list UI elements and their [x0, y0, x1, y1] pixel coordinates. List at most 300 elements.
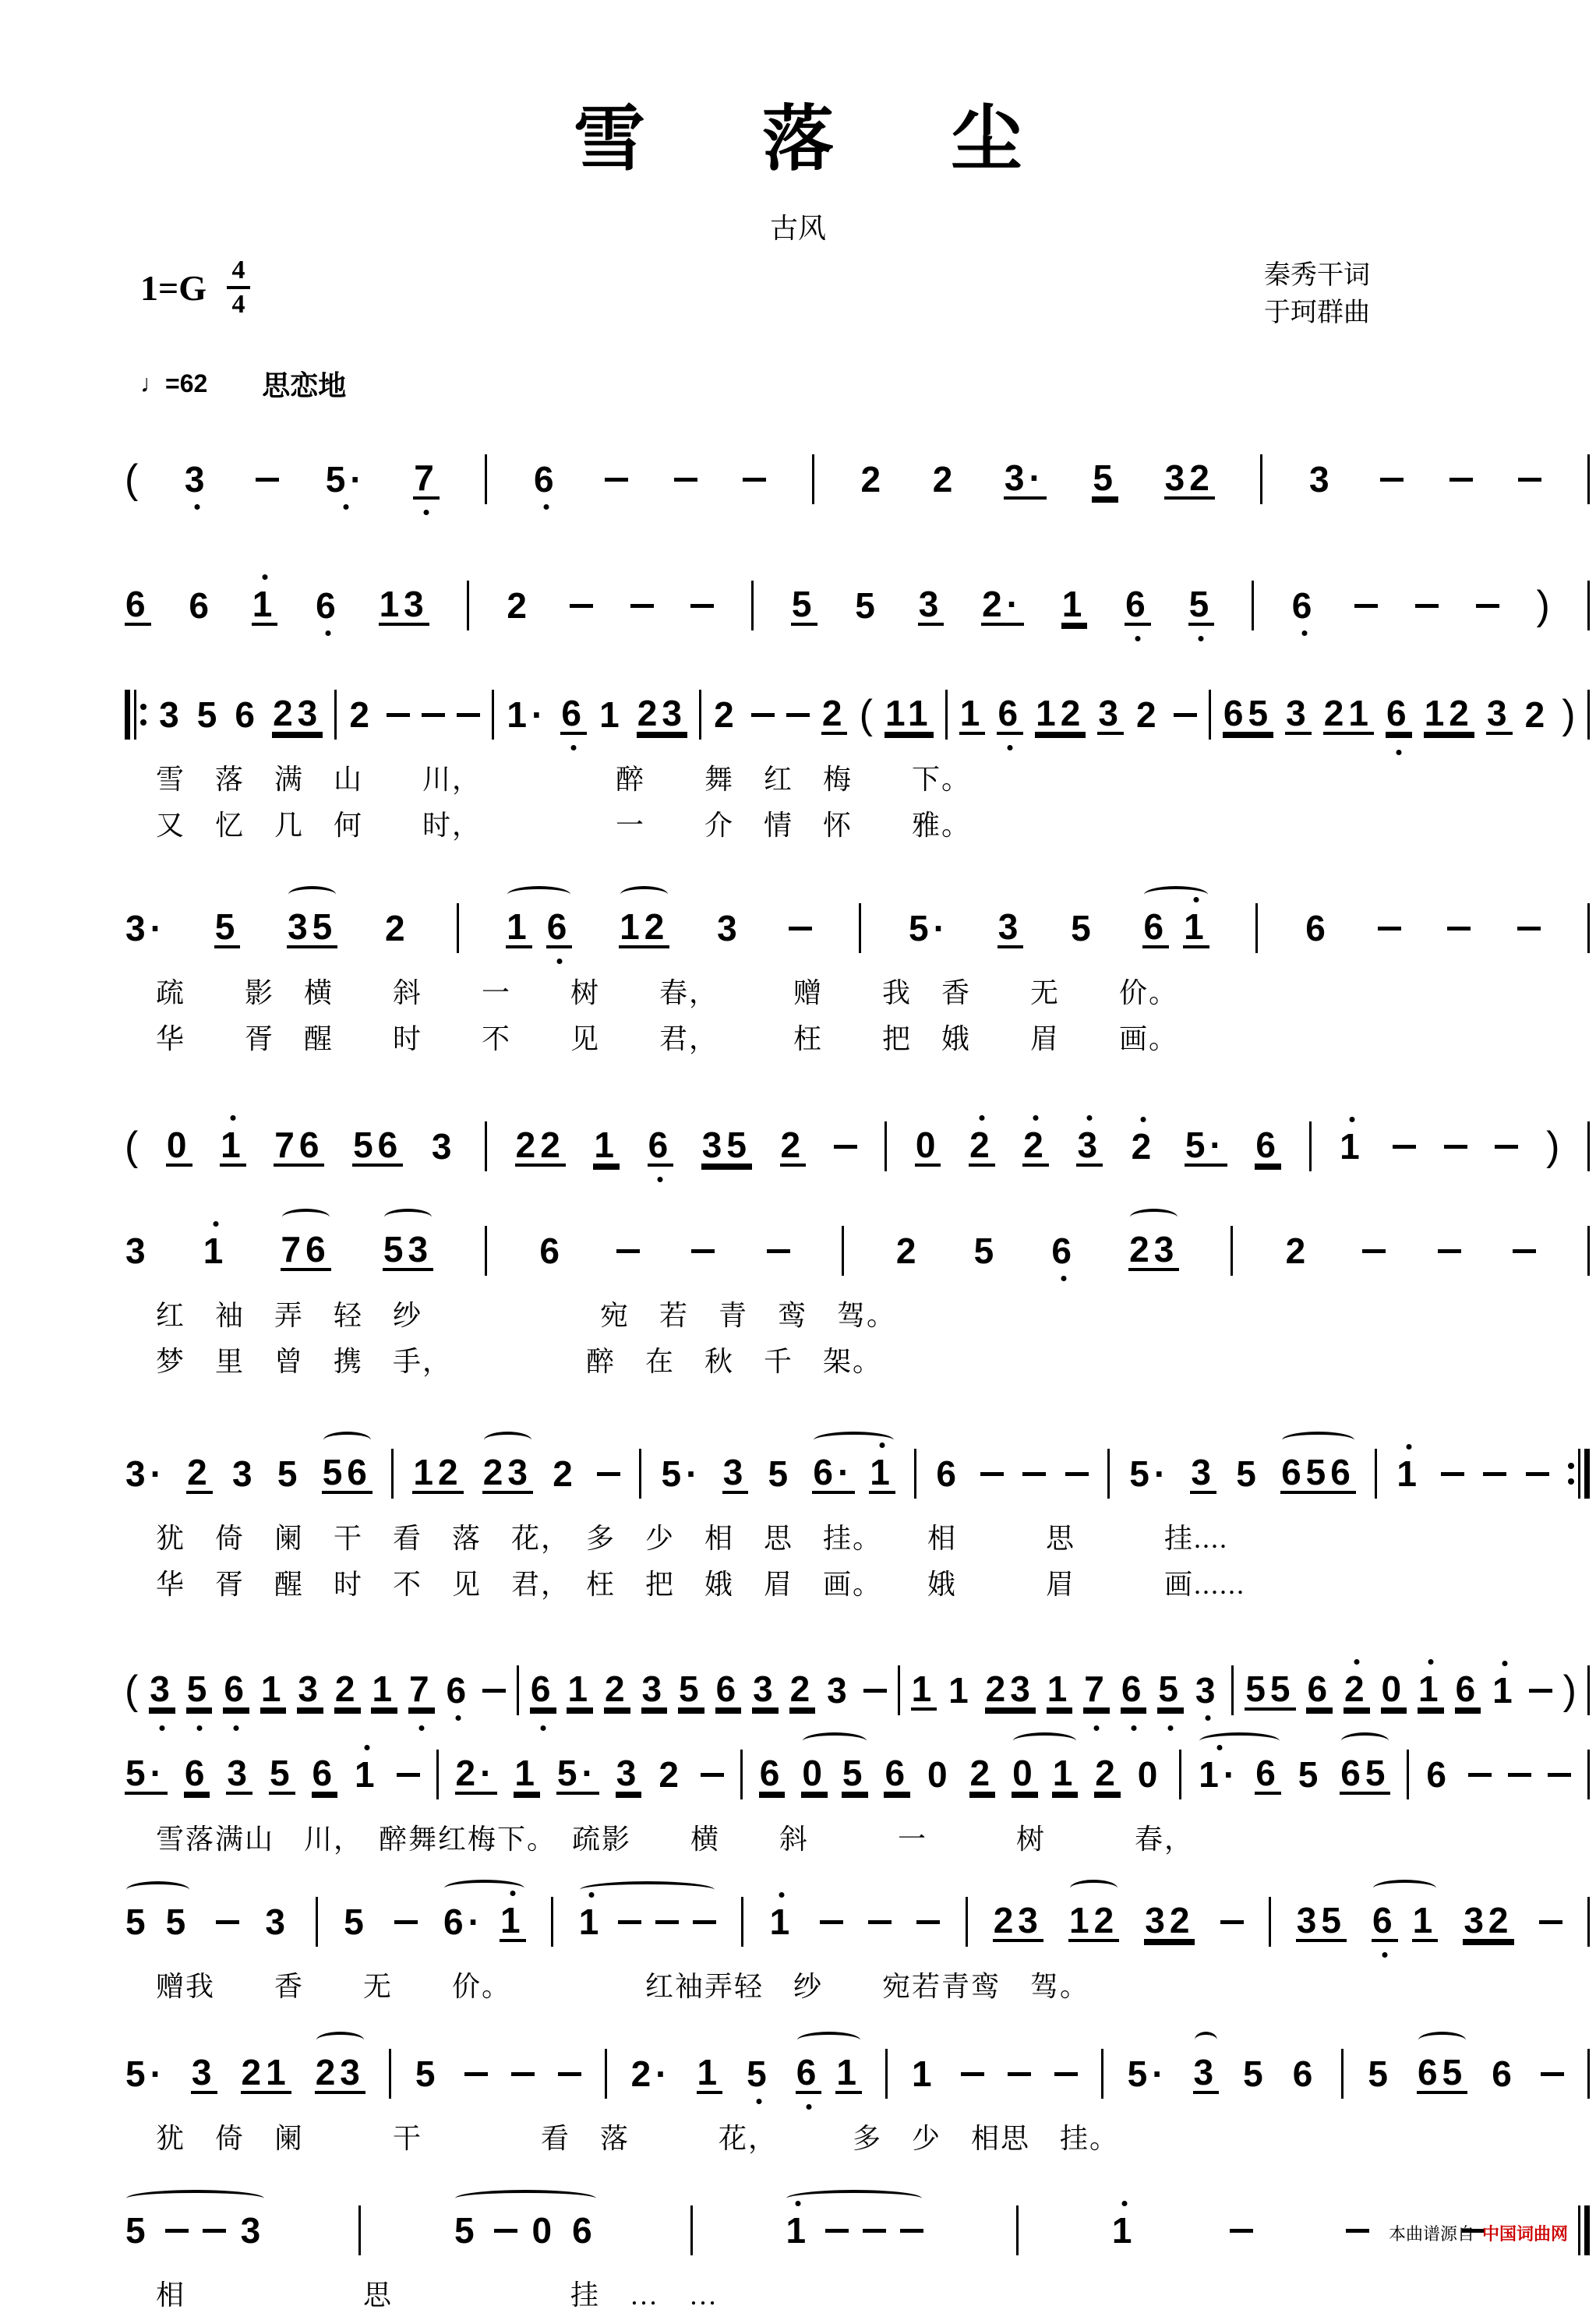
- duration-dash: [1065, 1472, 1089, 1476]
- note-token: 6: [1426, 1754, 1451, 1796]
- duration-dash: [1380, 478, 1404, 482]
- time-signature: [227, 257, 250, 318]
- octave-dot-above: [262, 574, 267, 580]
- note-token: 6: [759, 1754, 786, 1795]
- music-line-8: [125, 1661, 1590, 1719]
- note-token: 5·: [125, 1754, 168, 1795]
- octave-dot-above: [230, 1115, 235, 1121]
- lyricist-credit: 秦秀干词: [1264, 261, 1370, 290]
- duration-dash: [256, 478, 279, 482]
- octave-dot-above: [1407, 1444, 1412, 1450]
- note-token: 5: [1236, 1453, 1261, 1495]
- duration-dash: [751, 713, 775, 717]
- duration-dash: [1444, 1145, 1467, 1149]
- note-token: 3: [1285, 694, 1312, 735]
- note-token: 6: [1255, 1754, 1281, 1795]
- note-token: 12: [412, 1453, 463, 1494]
- barline: [485, 454, 487, 504]
- barline: [898, 1665, 900, 1715]
- note-token: 1: [599, 694, 624, 736]
- note-token: 6: [315, 587, 341, 624]
- note-token: 6: [546, 908, 573, 948]
- note-token: 1: [1492, 1672, 1518, 1709]
- parenthesis: (: [125, 1124, 139, 1170]
- duration-dash: [605, 478, 628, 482]
- note-token: 1: [869, 1453, 895, 1494]
- duration-dash: [1449, 478, 1473, 482]
- slur-group: [1417, 2053, 1467, 2094]
- note-token: 0: [1137, 1754, 1163, 1796]
- duration-dash: [422, 713, 445, 717]
- duration-dash: [863, 1689, 887, 1693]
- octave-dot-below: [234, 1725, 239, 1731]
- music-line-1: [125, 450, 1590, 508]
- slur-group: [801, 1754, 867, 1795]
- duration-dash: [691, 1249, 715, 1253]
- duration-dash: [961, 2072, 984, 2076]
- barline: [436, 1750, 439, 1799]
- note-token: 3: [616, 1754, 642, 1795]
- note-token: 1: [1412, 1902, 1439, 1942]
- barline: [358, 2205, 361, 2255]
- slur-group: [619, 908, 669, 948]
- duration-dash: [820, 1920, 843, 1924]
- note-token: 5: [344, 1902, 369, 1943]
- lyrics-row: 相 思 挂 … …: [156, 2279, 719, 2311]
- note-token: 21: [1323, 694, 1374, 735]
- note-token: 2·: [981, 585, 1024, 626]
- music-line-2: [125, 577, 1590, 634]
- barline: [551, 1897, 553, 1947]
- slur-group: [506, 908, 572, 948]
- music-line-10: [125, 1893, 1590, 2004]
- note-token: 1: [911, 1670, 937, 1711]
- note-token: 1: [1396, 1455, 1422, 1492]
- lyrics-row: 犹 倚 阑 干 看 落 花， 多 少 相 思 挂。 相 思 挂....: [156, 1523, 1229, 1555]
- slur-group: [812, 1453, 895, 1494]
- note-token: 3: [1193, 2053, 1220, 2094]
- note-token: 7: [1083, 1670, 1110, 1711]
- octave-dot-below: [1131, 1725, 1136, 1731]
- note-token: 6: [1455, 1670, 1481, 1711]
- barline: [1269, 1897, 1271, 1947]
- octave-dot-above: [1428, 1659, 1433, 1665]
- note-token: 5: [165, 1902, 191, 1943]
- repeat-dots: [1568, 1463, 1574, 1485]
- note-token: 1: [578, 1903, 605, 1940]
- note-token: 12: [1035, 694, 1086, 735]
- octave-dot-above: [1216, 1745, 1222, 1750]
- duration-dash: [1393, 1145, 1416, 1149]
- note-token: 5: [1243, 2053, 1268, 2095]
- note-token: 2: [1524, 694, 1550, 736]
- note-token: 6: [223, 1670, 249, 1711]
- note-token: 5: [125, 1902, 150, 1943]
- barline: [1107, 1449, 1110, 1499]
- octave-dot-below: [658, 1177, 663, 1182]
- note-token: 0: [915, 1126, 941, 1167]
- note-token: 5·: [1129, 1453, 1171, 1495]
- info-row: [140, 257, 1495, 331]
- final-barline: [1578, 2205, 1590, 2255]
- note-token: 2: [821, 694, 848, 735]
- note-token: 6: [312, 1754, 338, 1795]
- duration-dash: [1346, 2229, 1369, 2233]
- music-line-4: [125, 899, 1590, 1057]
- note-token: 3·: [125, 908, 167, 949]
- note-token: 1: [1052, 1754, 1079, 1795]
- note-token: 11: [885, 694, 934, 735]
- duration-dash: [397, 1773, 420, 1777]
- duration-dash: [1495, 1145, 1518, 1149]
- duration-dash: [1539, 1920, 1562, 1924]
- note-token: 1: [1047, 1670, 1073, 1711]
- note-token: 3: [149, 1670, 175, 1711]
- note-token: 6·: [812, 1453, 855, 1494]
- duration-dash: [863, 2229, 886, 2233]
- note-token: 2: [789, 1670, 816, 1711]
- notes-row: [125, 1893, 1590, 1951]
- note-token: 6: [1125, 585, 1151, 626]
- octave-dot-below: [1061, 1276, 1067, 1281]
- note-token: 6: [1372, 1902, 1398, 1942]
- duration-dash: [216, 1920, 239, 1924]
- octave-dot-below: [418, 1725, 424, 1731]
- duration-dash: [1483, 1472, 1506, 1476]
- note-token: 3: [717, 908, 742, 949]
- note-token: 6: [997, 694, 1023, 735]
- barline: [885, 1121, 887, 1171]
- note-token: 5: [186, 1670, 213, 1711]
- note-token: 5·: [325, 461, 368, 498]
- note-token: 6: [1386, 694, 1412, 735]
- note-token: 6: [125, 585, 151, 626]
- note-token: 23: [637, 694, 687, 735]
- note-token: 6·: [443, 1902, 485, 1943]
- duration-dash: [767, 1249, 790, 1253]
- note-token: 2: [1136, 694, 1161, 736]
- note-token: 35: [287, 908, 337, 948]
- note-token: 3: [297, 1670, 323, 1711]
- barline: [740, 1750, 743, 1799]
- barline: [457, 903, 459, 953]
- note-token: 1: [769, 1903, 796, 1940]
- note-token: 5·: [1127, 2053, 1169, 2095]
- octave-dot-above: [779, 1892, 785, 1898]
- note-token: 3: [240, 2210, 266, 2251]
- note-token: 3·: [125, 1453, 167, 1495]
- footer-site-link[interactable]: 中国词曲网: [1481, 2224, 1568, 2244]
- barline: [485, 1226, 487, 1276]
- note-token: 2: [969, 1754, 996, 1795]
- duration-dash: [1541, 2072, 1564, 2076]
- note-token: 1: [220, 1126, 246, 1167]
- tempo-value: =62: [165, 369, 208, 398]
- duration-dash: [1022, 1472, 1046, 1476]
- parenthesis: (: [125, 457, 139, 503]
- barline: [316, 1897, 318, 1947]
- note-token: 3: [827, 1670, 852, 1711]
- slur-group: [287, 908, 337, 948]
- parenthesis: (: [125, 1668, 139, 1714]
- note-token: 23: [1128, 1231, 1179, 1271]
- note-token: 6: [530, 1670, 556, 1711]
- duration-dash: [1054, 2072, 1078, 2076]
- note-token: 5·: [661, 1453, 703, 1495]
- note-token: 6: [533, 461, 560, 498]
- octave-dot-below: [1008, 745, 1013, 750]
- duration-dash: [701, 1773, 724, 1777]
- slur-group: [1012, 1754, 1078, 1795]
- note-token: 5: [214, 908, 241, 948]
- note-token: 56: [322, 1453, 373, 1494]
- duration-dash: [1438, 1249, 1461, 1253]
- barline: [1587, 581, 1590, 630]
- lyrics-row: 疏 影 横 斜 一 树 春， 赠 我 香 无 价。: [156, 977, 1179, 1009]
- note-token: 5: [768, 1453, 793, 1495]
- octave-dot-below: [1199, 636, 1204, 641]
- footer: [1389, 2221, 1568, 2245]
- note-token: 2: [860, 459, 886, 500]
- note-token: 2: [507, 585, 531, 627]
- key-text: 1=G: [140, 267, 207, 308]
- note-token: 5·: [1185, 1126, 1227, 1167]
- slur-group: [1142, 908, 1209, 948]
- duration-dash: [900, 2229, 923, 2233]
- note-token: 1: [514, 1754, 540, 1795]
- barline: [1252, 581, 1254, 630]
- note-token: 1: [1111, 2212, 1138, 2249]
- barline: [859, 903, 861, 953]
- note-token: 32: [1144, 1902, 1195, 1942]
- note-token: 2·: [455, 1754, 498, 1795]
- note-token: 2: [385, 908, 410, 949]
- note-token: 3: [1076, 1126, 1103, 1167]
- note-token: 1: [1183, 908, 1209, 948]
- lyrics-row: 雪 落 满 山 川， 醉 舞 红 梅 下。: [156, 764, 972, 796]
- note-token: 2: [604, 1670, 630, 1711]
- note-token: 3: [232, 1453, 257, 1495]
- octave-dot-below: [1094, 1725, 1100, 1731]
- lyrics-row: 红 袖 弄 轻 纱 宛 若 青 鸾 驾。: [156, 1300, 897, 1332]
- note-token: 1: [506, 908, 532, 948]
- barline: [1587, 1897, 1590, 1947]
- octave-dot-below: [571, 745, 577, 750]
- octave-dot-above: [588, 1892, 594, 1898]
- duration-dash: [674, 478, 697, 482]
- note-token: 3: [184, 461, 210, 498]
- duration-dash: [616, 1249, 640, 1253]
- slur-group: [125, 1902, 191, 1943]
- note-token: 5: [678, 1670, 704, 1711]
- barline: [467, 581, 469, 630]
- parenthesis: ): [1546, 1124, 1560, 1170]
- note-token: 5·: [556, 1754, 599, 1795]
- note-token: 23: [993, 1902, 1043, 1942]
- note-token: 2: [1344, 1670, 1370, 1711]
- barline: [1587, 1750, 1590, 1799]
- duration-dash: [1476, 604, 1499, 608]
- music-line-7: [125, 1445, 1590, 1602]
- notes-row: [125, 1746, 1590, 1803]
- repeat-end-barline: [1568, 1449, 1590, 1499]
- octave-dot-above: [880, 1443, 885, 1448]
- slur-group: [322, 1453, 373, 1494]
- duration-dash: [1517, 927, 1541, 930]
- octave-dot-below: [1396, 750, 1401, 755]
- octave-dot-above: [1121, 2201, 1127, 2206]
- note-token: 7: [408, 1670, 435, 1711]
- note-token: 0: [1381, 1670, 1407, 1711]
- barline: [914, 1449, 916, 1499]
- note-token: 6: [648, 1126, 674, 1167]
- note-token: 6: [572, 2210, 597, 2251]
- lyrics-row: 雪落满山 川， 醉舞红梅下。 疏影 横 斜 一 树 春，: [156, 1824, 1195, 1856]
- note-token: 6: [1305, 908, 1330, 949]
- duration-dash: [1468, 1773, 1492, 1777]
- note-token: 1: [948, 1670, 973, 1711]
- duration-dash: [825, 2229, 849, 2233]
- lyrics-row: 梦 里 曾 携 手， 醉 在 秋 千 架。: [156, 1346, 883, 1378]
- barline: [1587, 454, 1590, 504]
- note-token: 21: [241, 2053, 291, 2094]
- octave-dot-above: [364, 1745, 369, 1750]
- duration-dash: [834, 1145, 857, 1149]
- barline: [842, 1226, 844, 1276]
- note-token: 3·: [1004, 459, 1047, 500]
- notes-row: [125, 1222, 1590, 1280]
- slur-group: [125, 2212, 266, 2249]
- note-token: 65: [1417, 2053, 1467, 2094]
- barline: [485, 1121, 487, 1171]
- octave-dot-above: [1193, 897, 1199, 902]
- lyrics-row: 华 胥 醒 时 不 见 君， 枉 把 娥 眉 画。: [156, 1023, 1179, 1055]
- note-token: 32: [1164, 459, 1215, 500]
- duration-dash: [1529, 1689, 1552, 1693]
- duration-dash: [1415, 604, 1439, 608]
- note-token: 656: [1280, 1453, 1356, 1494]
- duration-dash: [494, 2229, 517, 2233]
- note-token: 1: [1061, 585, 1088, 626]
- note-token: 0: [166, 1126, 192, 1167]
- note-token: 1: [260, 1670, 287, 1711]
- parenthesis: (: [859, 692, 873, 738]
- slur-group: [1068, 1902, 1119, 1942]
- duration-dash: [1441, 1472, 1464, 1476]
- duration-dash: [789, 927, 812, 930]
- slur-group: [383, 1231, 433, 1271]
- time-top: 4: [231, 256, 245, 284]
- note-token: 6: [1121, 1670, 1147, 1711]
- note-token: 2: [1094, 1754, 1121, 1795]
- octave-dot-below: [756, 2099, 761, 2104]
- octave-dot-above: [1502, 1661, 1507, 1666]
- parenthesis: ): [1562, 692, 1576, 738]
- note-token: 5: [415, 2053, 440, 2095]
- music-line-9: [125, 1746, 1590, 1857]
- notes-row: [125, 899, 1590, 957]
- note-token: 0: [927, 1754, 952, 1796]
- note-token: 1: [500, 1902, 526, 1942]
- song-title: 雪落尘: [573, 97, 1139, 181]
- slur-group: [578, 1902, 717, 1943]
- barline: [751, 581, 754, 630]
- note-token: 12: [619, 908, 669, 948]
- octave-dot-below: [1168, 1725, 1174, 1731]
- note-token: 3: [918, 585, 945, 626]
- key-signature: [140, 257, 250, 318]
- note-token: 3: [752, 1670, 779, 1711]
- expression-marking: 思恋地: [262, 369, 347, 402]
- note-token: 5: [791, 585, 817, 626]
- octave-dot-below: [424, 510, 429, 515]
- octave-dot-below: [543, 504, 549, 510]
- note-token: 3: [641, 1670, 668, 1711]
- duration-dash: [1447, 927, 1471, 930]
- barline: [690, 2205, 693, 2255]
- note-token: 5·: [125, 2053, 167, 2095]
- barline: [885, 2049, 888, 2099]
- duration-dash: [1220, 1920, 1244, 1924]
- barline: [1587, 2049, 1590, 2099]
- duration-dash: [916, 1920, 940, 1924]
- note-token: 5: [1298, 1754, 1323, 1796]
- octave-dot-below: [540, 1725, 546, 1731]
- note-token: 0: [801, 1754, 828, 1795]
- note-token: 53: [383, 1231, 433, 1271]
- note-token: 2: [349, 694, 375, 736]
- note-token: 65: [1223, 694, 1273, 735]
- repeat-start-barline: [125, 690, 147, 740]
- note-token: 3: [1097, 694, 1124, 735]
- note-token: 5: [1368, 2053, 1393, 2095]
- note-token: 3: [191, 2053, 217, 2094]
- octave-dot-above: [1349, 1117, 1354, 1122]
- barline: [1587, 1665, 1590, 1715]
- note-token: 12: [1068, 1902, 1119, 1942]
- note-token: 3: [226, 1754, 252, 1795]
- music-line-11: [125, 2045, 1590, 2156]
- barline: [699, 690, 701, 740]
- slur-group: [1280, 1453, 1356, 1494]
- duration-dash: [597, 1472, 620, 1476]
- note-token: 23: [985, 1670, 1036, 1711]
- note-token: 1: [959, 694, 986, 735]
- note-token: 2: [1022, 1126, 1049, 1167]
- note-token: 1: [835, 2053, 862, 2094]
- fraction-line: [227, 286, 250, 289]
- duration-dash: [868, 1920, 892, 1924]
- duration-dash: [1174, 713, 1197, 717]
- lyrics-row: 华 胥 醒 时 不 见 君， 枉 把 娥 眉 画。 娥 眉 画......: [156, 1569, 1246, 1601]
- note-token: 5: [1188, 585, 1215, 626]
- note-token: 2: [1285, 1231, 1311, 1272]
- barline: [1179, 1750, 1181, 1799]
- duration-dash: [1526, 1472, 1549, 1476]
- note-token: 6: [184, 1754, 210, 1795]
- octave-dot-below: [1301, 630, 1307, 636]
- note-token: 3: [722, 1453, 749, 1494]
- barline: [1209, 690, 1211, 740]
- note-token: 6: [715, 1670, 742, 1711]
- repeat-dots: [140, 704, 147, 726]
- duration-dash: [1354, 604, 1378, 608]
- note-token: 6: [446, 1672, 472, 1709]
- note-token: 55: [1245, 1670, 1295, 1711]
- octave-dot-below: [196, 1725, 202, 1731]
- barline: [1101, 2049, 1103, 2099]
- note-token: 35: [1296, 1902, 1347, 1942]
